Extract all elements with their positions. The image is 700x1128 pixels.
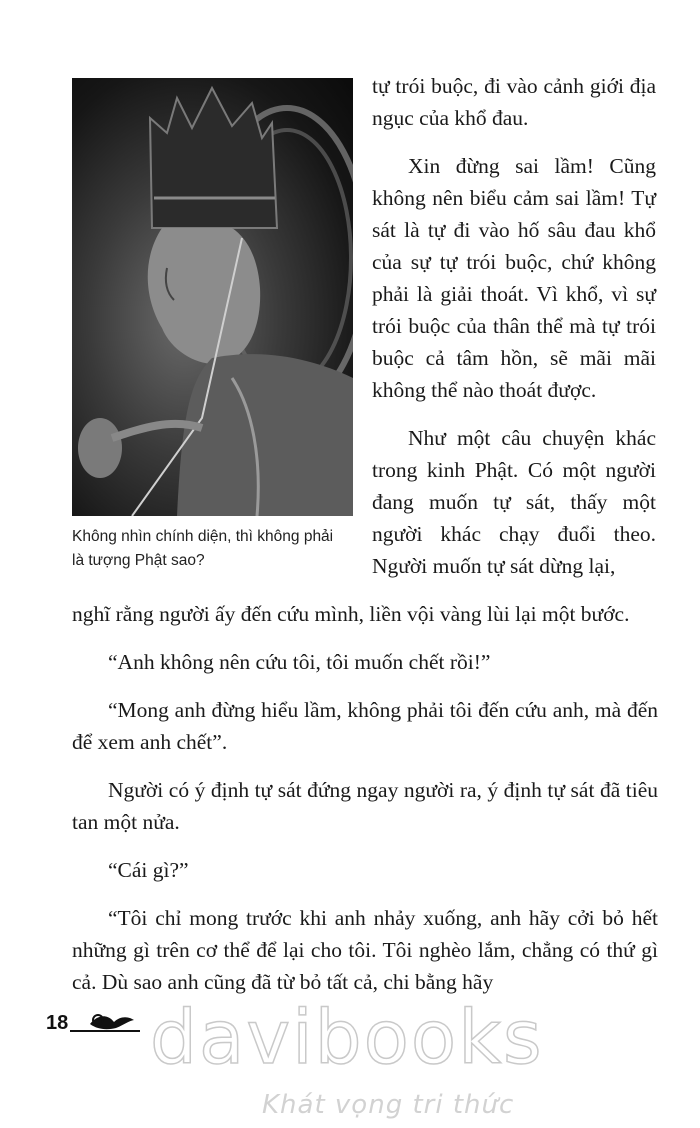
buddha-statue-photo bbox=[72, 78, 353, 516]
paragraph-continued: tự trói buộc, đi vào cảnh giới địa ngục của khổ đau. bbox=[372, 74, 656, 130]
paragraph-quote-2: “Mong anh đừng hiểu lầm, không phải tôi đến cứu anh, mà đến để xem anh chết”. bbox=[72, 698, 658, 754]
buddha-statue-illustration bbox=[72, 78, 353, 516]
paragraph-quote-4: “Tôi chỉ mong trước khi anh nhảy xuống, anh hãy cởi bỏ hết những gì trên cơ thể để lại cho tôi. Tôi nghèo lắm, chẳng có thứ gì cả. Dù sao anh cũng đã từ bỏ tất cả, chi bằng hãy bbox=[72, 906, 658, 994]
paragraph-warning: Xin đừng sai lầm! Cũng không nên biểu cảm sai lầm! Tự sát là tự đi vào hố sâu đau khổ của sự tự trói buộc, chứ không phải là giải thoát. Vì khổ, vì sự trói buộc của thân thể mà tự trói buộc cả tâm hồn, sẽ mãi mãi không thể nào thoát được. bbox=[372, 154, 656, 402]
paragraph-quote-3: “Cái gì?” bbox=[108, 858, 189, 882]
paragraph-story-intro: Như một câu chuyện khác trong kinh Phật. Có một người đang muốn tự sát, thấy một người khác chạy đuổi theo. Người muốn tự sát dừng lại, bbox=[372, 426, 656, 578]
full-width-text bbox=[72, 598, 658, 998]
watermark-tagline: Khát vọng tri thức bbox=[262, 1090, 515, 1120]
paragraph-reaction: Người có ý định tự sát đứng ngay người ra, ý định tự sát đã tiêu tan một nửa. bbox=[72, 778, 658, 834]
paragraph-quote-1: “Anh không nên cứu tôi, tôi muốn chết rồi!” bbox=[108, 650, 491, 674]
watermark-brand: davibooks bbox=[150, 995, 544, 1081]
paragraph-story-intro-cont: nghĩ rằng người ấy đến cứu mình, liền vội vàng lùi lại một bước. bbox=[72, 602, 630, 626]
wrapped-text-column bbox=[372, 70, 656, 598]
caption-line-2: là tượng Phật sao? bbox=[72, 552, 205, 569]
bird-ornament-icon bbox=[86, 1008, 136, 1036]
caption-line-1: Không nhìn chính diện, thì không phải bbox=[72, 528, 334, 545]
page-number: 18 bbox=[46, 1012, 69, 1034]
photo-caption bbox=[72, 525, 357, 573]
